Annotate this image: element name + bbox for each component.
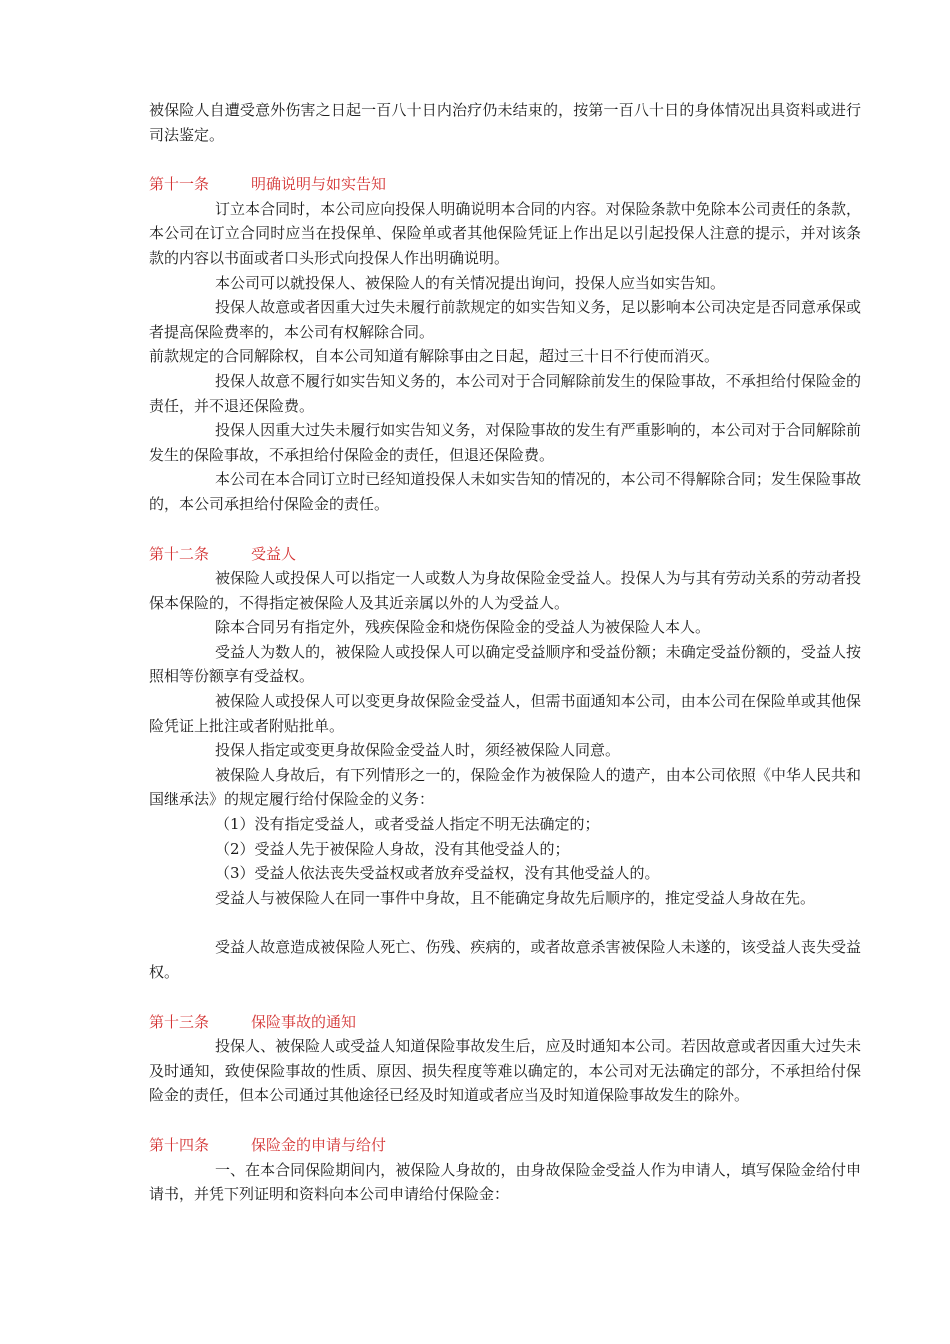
section-14-number: 第十四条: [149, 1135, 210, 1154]
section-12-paragraph: 除本合同另有指定外，残疾保险金和烧伤保险金的受益人为被保险人本人。: [215, 618, 711, 637]
section-11-heading: [149, 172, 861, 197]
section-12-paragraph: 投保人指定或变更身故保险金受益人时，须经被保险人同意。: [215, 741, 621, 760]
section-12-paragraph: 被保险人或投保人可以变更身故保险金受益人，但需书面通知本公司，由本公司在保险单或其他保险凭证上批注或者附贴批单。: [149, 692, 861, 735]
section-11-title: 明确说明与如实告知: [251, 175, 387, 194]
section-12-paragraph: 受益人故意造成被保险人死亡、伤残、疾病的，或者故意杀害被保险人未遂的，该受益人丧失受益权。: [149, 938, 861, 981]
list-item: （1）没有指定受益人，或者受益人指定不明无法确定的；: [215, 815, 600, 834]
list-item: （3）受益人依法丧失受益权或者放弃受益权，没有其他受益人的。: [215, 864, 660, 883]
section-11-paragraph: 投保人故意不履行如实告知义务的，本公司对于合同解除前发生的保险事故，不承担给付保险金的责任，并不退还保险费。: [149, 371, 861, 415]
section-11-paragraph: 前款规定的合同解除权，自本公司知道有解除事由之日起，超过三十日不行使而消灭。: [149, 347, 720, 366]
section-11-paragraph: 本公司在本合同订立时已经知道投保人未如实告知的情况的，本公司不得解除合同；发生保险事故的，本公司承担给付保险金的责任。: [149, 470, 861, 513]
section-11-paragraph: 订立本合同时，本公司应向投保人明确说明本合同的内容。对保险条款中免除本公司责任的条款，本公司在订立合同时应当在投保单、保险单或者其他保险凭证上作出足以引起投保人注意的提示，并对该条款的内容以书面或者口头形式向投保人作出明确说明。: [149, 199, 861, 267]
section-12: [149, 542, 861, 985]
section-13-paragraph: 投保人、被保险人或受益人知道保险事故发生后，应及时通知本公司。若因故意或者因重大过失未及时通知，致使保险事故的性质、原因、损失程度等难以确定的，本公司对无法确定的部分，不承担给付保险金的责任，但本公司通过其他途径已经及时知道或者应当及时知道保险事故发生的除外。: [149, 1037, 861, 1105]
section-11-paragraph: 投保人故意或者因重大过失未履行前款规定的如实告知义务，足以影响本公司决定是否同意承保或者提高保险费率的，本公司有权解除合同。: [149, 298, 861, 341]
section-11: [149, 172, 861, 516]
section-12-paragraph: 被保险人或投保人可以指定一人或数人为身故保险金受益人。投保人为与其有劳动关系的劳动者投保本保险的，不得指定被保险人及其近亲属以外的人为受益人。: [149, 569, 861, 612]
section-11-number: 第十一条: [149, 175, 210, 194]
section-12-paragraph: 受益人与被保险人在同一事件中身故，且不能确定身故先后顺序的，推定受益人身故在先。: [215, 888, 816, 907]
section-14-paragraph: 一、在本合同保险期间内，被保险人身故的，由身故保险金受益人作为申请人，填写保险金给付申请书，并凭下列证明和资料向本公司申请给付保险金：: [149, 1160, 861, 1204]
section-13-number: 第十三条: [149, 1012, 210, 1031]
section-12-heading: [149, 542, 861, 567]
section-14-heading: [149, 1133, 861, 1158]
list-item: （2）受益人先于被保险人身故，没有其他受益人的；: [215, 839, 570, 858]
paragraph-spacer: [149, 910, 861, 935]
section-11-paragraph: 投保人因重大过失未履行如实告知义务，对保险事故的发生有严重影响的，本公司对于合同解除前发生的保险事故，不承担给付保险金的责任，但退还保险费。: [149, 421, 861, 464]
section-13: [149, 1010, 861, 1108]
section-12-title: 受益人: [251, 544, 297, 563]
section-12-number: 第十二条: [149, 544, 210, 563]
intro-paragraph: 被保险人自遭受意外伤害之日起一百八十日内治疗仍未结束的，按第一百八十日的身体情况出具资料或进行司法鉴定。: [149, 101, 861, 144]
document-body: [149, 98, 861, 1207]
section-13-heading: [149, 1010, 861, 1035]
section-12-paragraph: 受益人为数人的，被保险人或投保人可以确定受益顺序和受益份额；未确定受益份额的，受益人按照相等份额享有受益权。: [149, 642, 861, 686]
section-14: [149, 1133, 861, 1207]
section-11-paragraph: 本公司可以就投保人、被保险人的有关情况提出询问，投保人应当如实告知。: [215, 273, 726, 292]
section-13-title: 保险事故的通知: [251, 1012, 357, 1031]
section-12-paragraph: 被保险人身故后，有下列情形之一的，保险金作为被保险人的遗产，由本公司依照《中华人民共和国继承法》的规定履行给付保险金的义务：: [149, 765, 861, 809]
section-14-title: 保险金的申请与给付: [251, 1135, 387, 1154]
